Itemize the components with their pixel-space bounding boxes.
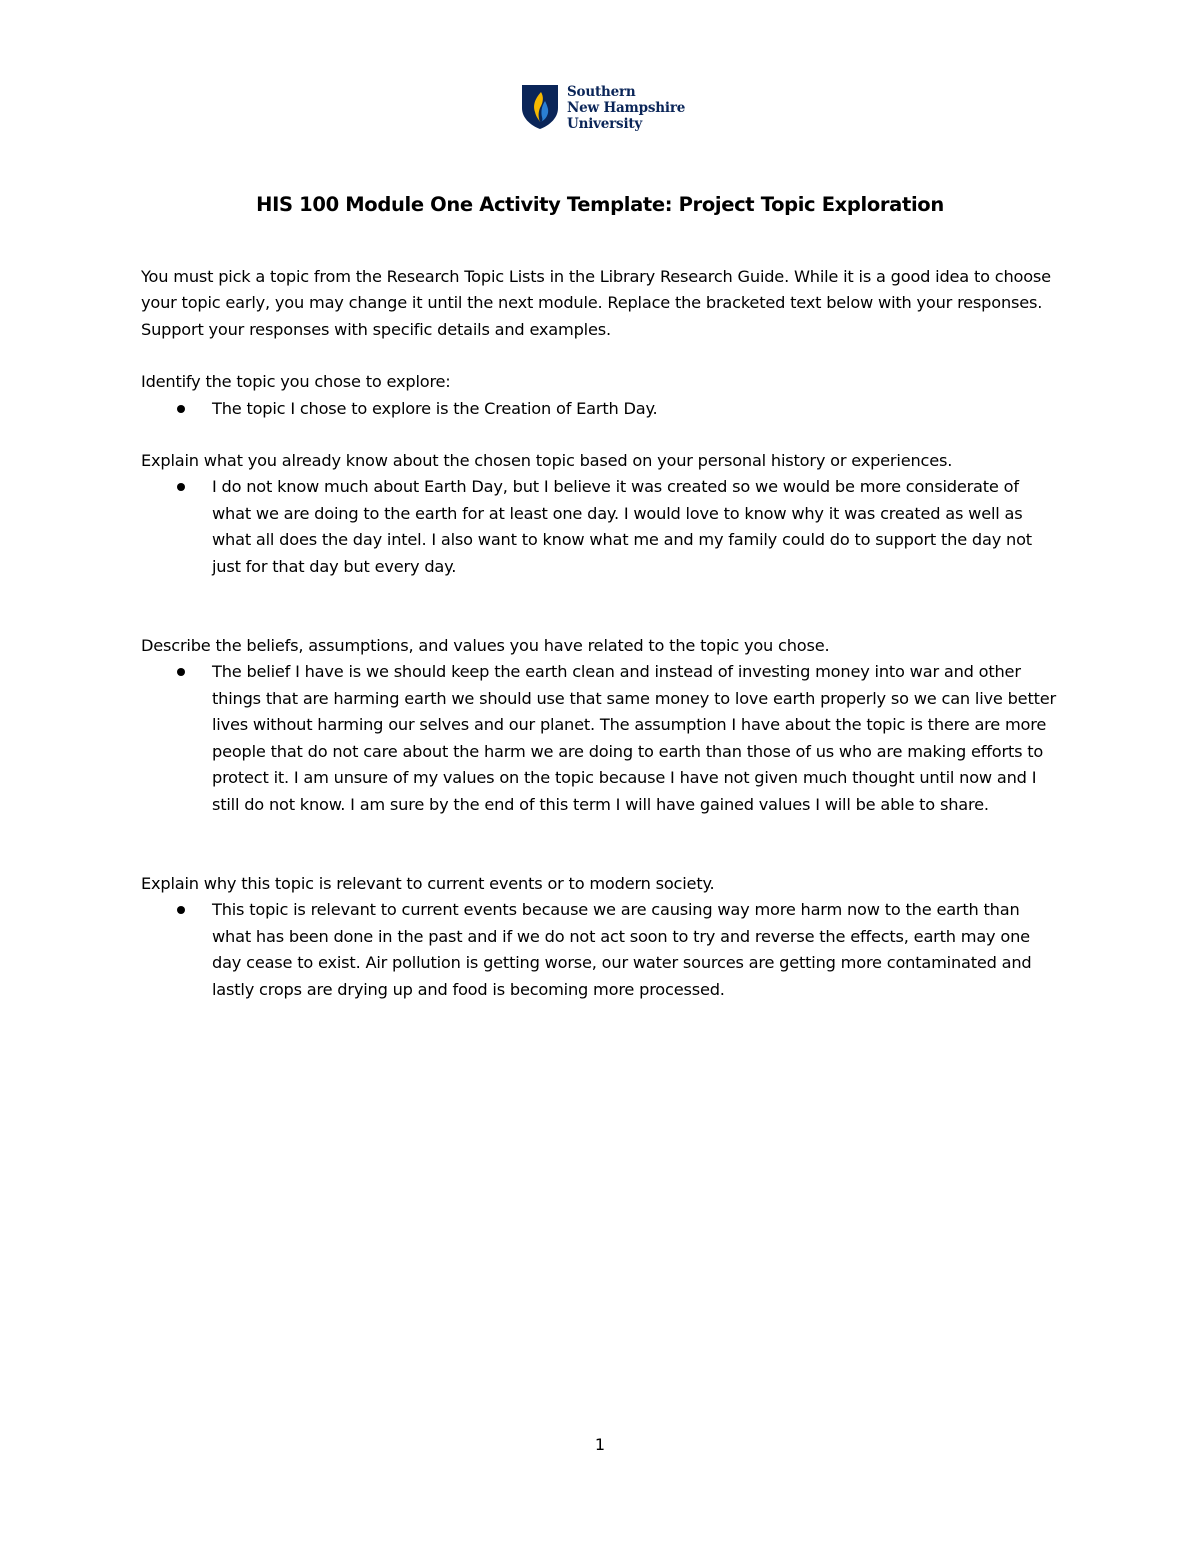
bullet-icon	[177, 483, 185, 491]
section-2-list	[141, 474, 1061, 580]
section-4-prompt: Explain why this topic is relevant to current events or to modern society.	[141, 873, 715, 893]
bullet-icon	[177, 906, 185, 914]
logo-line-2: New Hampshire	[567, 100, 686, 116]
university-logo	[521, 84, 685, 132]
section-1-list	[141, 396, 1061, 422]
list-item	[141, 396, 1061, 422]
document-body	[141, 264, 1061, 1003]
section-3-prompt: Describe the beliefs, assumptions, and values you have related to the topic you chose.	[141, 636, 830, 656]
section-2-prompt: Explain what you already know about the chosen topic based on your personal history or experiences.	[141, 451, 953, 471]
logo-line-1: Southern	[567, 84, 636, 100]
section-3-list	[141, 659, 1061, 817]
shield-flame-icon	[521, 84, 559, 130]
list-item	[141, 897, 1061, 1003]
logo-wordmark	[567, 84, 685, 132]
document-title: HIS 100 Module One Activity Template: Project Topic Exploration	[256, 193, 944, 216]
section-4-answer: This topic is relevant to current events because we are causing way more harm now to the earth than what has been done in the past and if we do not act soon to try and reverse the effects, earth may one day cease to exist. Air pollution is getting worse, our water sources are getting more contaminated and lastly crops are drying up and food is becoming more processed.	[212, 900, 1032, 999]
list-item	[141, 659, 1061, 817]
section-3-answer: The belief I have is we should keep the earth clean and instead of investing money into war and other things that are harming earth we should use that same money to love earth properly so we can live better lives without harming our selves and our planet. The assumption I have about the topic is there are more people that do not care about the harm we are doing to earth than those of us who are making efforts to protect it. I am unsure of my values on the topic because I have not given much thought until now and I still do not know. I am sure by the end of this term I will have gained values I will be able to share.	[212, 662, 1056, 814]
bullet-icon	[177, 405, 185, 413]
bullet-icon	[177, 668, 185, 676]
page-number: 1	[594, 1435, 606, 1454]
section-1-answer: The topic I chose to explore is the Creation of Earth Day.	[212, 398, 658, 418]
intro-paragraph: You must pick a topic from the Research Topic Lists in the Library Research Guide. While it is a good idea to choose your topic early, you may change it until the next module. Replace the bracketed text below with your responses. Support your responses with specific details and examples.	[141, 267, 1051, 339]
list-item	[141, 474, 1061, 580]
section-1-prompt: Identify the topic you chose to explore:	[141, 372, 451, 392]
section-2-answer: I do not know much about Earth Day, but I believe it was created so we would be more considerate of what we are doing to the earth for at least one day. I would love to know why it was created as well as what all does the day intel. I also want to know what me and my family could do to support the day not just for that day but every day.	[212, 477, 1032, 576]
logo-line-3: University	[567, 116, 643, 132]
section-4-list	[141, 897, 1061, 1003]
